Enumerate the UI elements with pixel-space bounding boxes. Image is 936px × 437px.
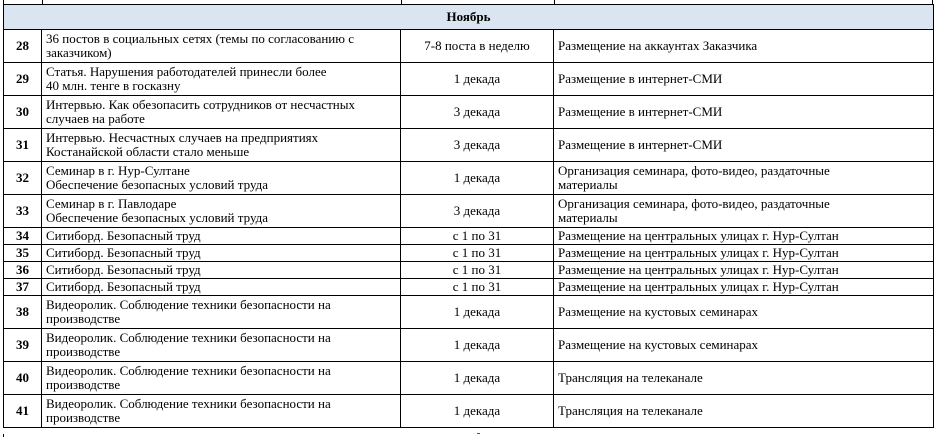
row-number: 37	[4, 279, 42, 296]
row-schedule: 1 декада	[401, 162, 554, 195]
row-description	[42, 63, 401, 96]
row-number: 39	[4, 329, 42, 362]
row-number: 28	[4, 30, 42, 63]
row-number: 34	[4, 228, 42, 245]
row-placement	[554, 162, 934, 195]
row-description	[42, 395, 401, 428]
description-line: заказчиком)	[46, 45, 112, 60]
row-placement: Размещение на центральных улицах г. Нур-Султан	[554, 228, 934, 245]
table-row	[4, 362, 934, 395]
description-line: Обеспечение безопасных условий труда	[46, 177, 269, 192]
row-number: 32	[4, 162, 42, 195]
description-line: Ситиборд. Безопасный труд	[46, 279, 201, 294]
row-number: 36	[4, 262, 42, 279]
table-row	[4, 395, 934, 428]
table-row	[4, 245, 934, 262]
row-placement: Размещение в интернет-СМИ	[554, 129, 934, 162]
row-placement: Размещение в интернет-СМИ	[554, 96, 934, 129]
row-number: 41	[4, 395, 42, 428]
row-schedule: 1 декада	[401, 395, 554, 428]
description-line: производстве	[46, 344, 121, 359]
table-row	[4, 162, 934, 195]
description-line: Семинар в г. Нур-Султане	[46, 163, 190, 178]
description-line: Ситиборд. Безопасный труд	[46, 262, 201, 277]
row-schedule: 7-8 поста в неделю	[401, 30, 554, 63]
table-row	[4, 195, 934, 228]
table-row	[4, 296, 934, 329]
table-row	[4, 262, 934, 279]
row-placement: Трансляция на телеканале	[554, 362, 934, 395]
row-schedule: 1 декада	[401, 63, 554, 96]
description-line: Костанайской области стало меньше	[46, 144, 250, 159]
row-schedule: с 1 по 31	[401, 228, 554, 245]
row-placement: Размещение на центральных улицах г. Нур-Султан	[554, 279, 934, 296]
placement-line: Организация семинара, фото-видео, раздаточные	[558, 163, 830, 178]
description-line: Интервью. Как обезопасить сотрудников от несчастных	[46, 97, 355, 112]
table-row	[4, 279, 934, 296]
description-line: Ситиборд. Безопасный труд	[46, 245, 201, 260]
row-description	[42, 279, 401, 296]
row-schedule: 1 декада	[401, 362, 554, 395]
row-placement: Трансляция на телеканале	[554, 395, 934, 428]
month-label: Ноябрь	[4, 5, 934, 30]
row-placement: Размещение в интернет-СМИ	[554, 63, 934, 96]
table-row	[4, 63, 934, 96]
row-description	[42, 329, 401, 362]
row-schedule: 1 декада	[401, 329, 554, 362]
table-row	[4, 96, 934, 129]
row-number: 29	[4, 63, 42, 96]
table-row	[4, 228, 934, 245]
description-line: Статья. Нарушения работодателей принесли более	[46, 64, 327, 79]
row-placement: Размещение на кустовых семинарах	[554, 296, 934, 329]
description-line: Ситиборд. Безопасный труд	[46, 228, 201, 243]
row-placement: Размещение на аккаунтах Заказчика	[554, 30, 934, 63]
row-schedule: 3 декада	[401, 129, 554, 162]
row-description	[42, 129, 401, 162]
row-placement: Размещение на центральных улицах г. Нур-Султан	[554, 262, 934, 279]
row-schedule: с 1 по 31	[401, 245, 554, 262]
table-row	[4, 329, 934, 362]
row-description	[42, 96, 401, 129]
description-line: производстве	[46, 377, 121, 392]
placement-line: материалы	[558, 177, 618, 192]
description-line: случаев на работе	[46, 111, 145, 126]
row-description	[42, 195, 401, 228]
row-placement: Размещение на центральных улицах г. Нур-Султан	[554, 245, 934, 262]
description-line: Семинар в г. Павлодаре	[46, 196, 177, 211]
row-schedule: с 1 по 31	[401, 262, 554, 279]
description-line: 40 млн. тенге в госказну	[46, 78, 181, 93]
row-number: 38	[4, 296, 42, 329]
description-line: производстве	[46, 410, 121, 425]
row-number: 31	[4, 129, 42, 162]
row-description	[42, 296, 401, 329]
row-description	[42, 162, 401, 195]
row-schedule: 3 декада	[401, 195, 554, 228]
row-number: 33	[4, 195, 42, 228]
month-header-row	[4, 5, 934, 30]
page-mark	[477, 433, 480, 434]
description-line: Обеспечение безопасных условий труда	[46, 210, 269, 225]
row-number: 40	[4, 362, 42, 395]
placement-line: Организация семинара, фото-видео, раздаточные	[558, 196, 830, 211]
placement-line: материалы	[558, 210, 618, 225]
description-line: Видеоролик. Соблюдение техники безопасности на	[46, 330, 331, 345]
row-placement	[554, 195, 934, 228]
row-placement: Размещение на кустовых семинарах	[554, 329, 934, 362]
row-description	[42, 262, 401, 279]
table-row	[4, 129, 934, 162]
row-schedule: с 1 по 31	[401, 279, 554, 296]
row-schedule: 3 декада	[401, 96, 554, 129]
table-row	[4, 30, 934, 63]
description-line: Видеоролик. Соблюдение техники безопасности на	[46, 396, 331, 411]
row-description	[42, 245, 401, 262]
description-line: Видеоролик. Соблюдение техники безопасности на	[46, 363, 331, 378]
row-description	[42, 228, 401, 245]
description-line: Видеоролик. Соблюдение техники безопасности на	[46, 297, 331, 312]
row-description	[42, 362, 401, 395]
description-line: 36 постов в социальных сетях (темы по согласованию с	[46, 31, 355, 46]
row-number: 30	[4, 96, 42, 129]
row-description	[42, 30, 401, 63]
media-plan-table	[3, 4, 934, 428]
description-line: Интервью. Несчастных случаев на предприятиях	[46, 130, 319, 145]
description-line: производстве	[46, 311, 121, 326]
row-schedule: 1 декада	[401, 296, 554, 329]
row-number: 35	[4, 245, 42, 262]
